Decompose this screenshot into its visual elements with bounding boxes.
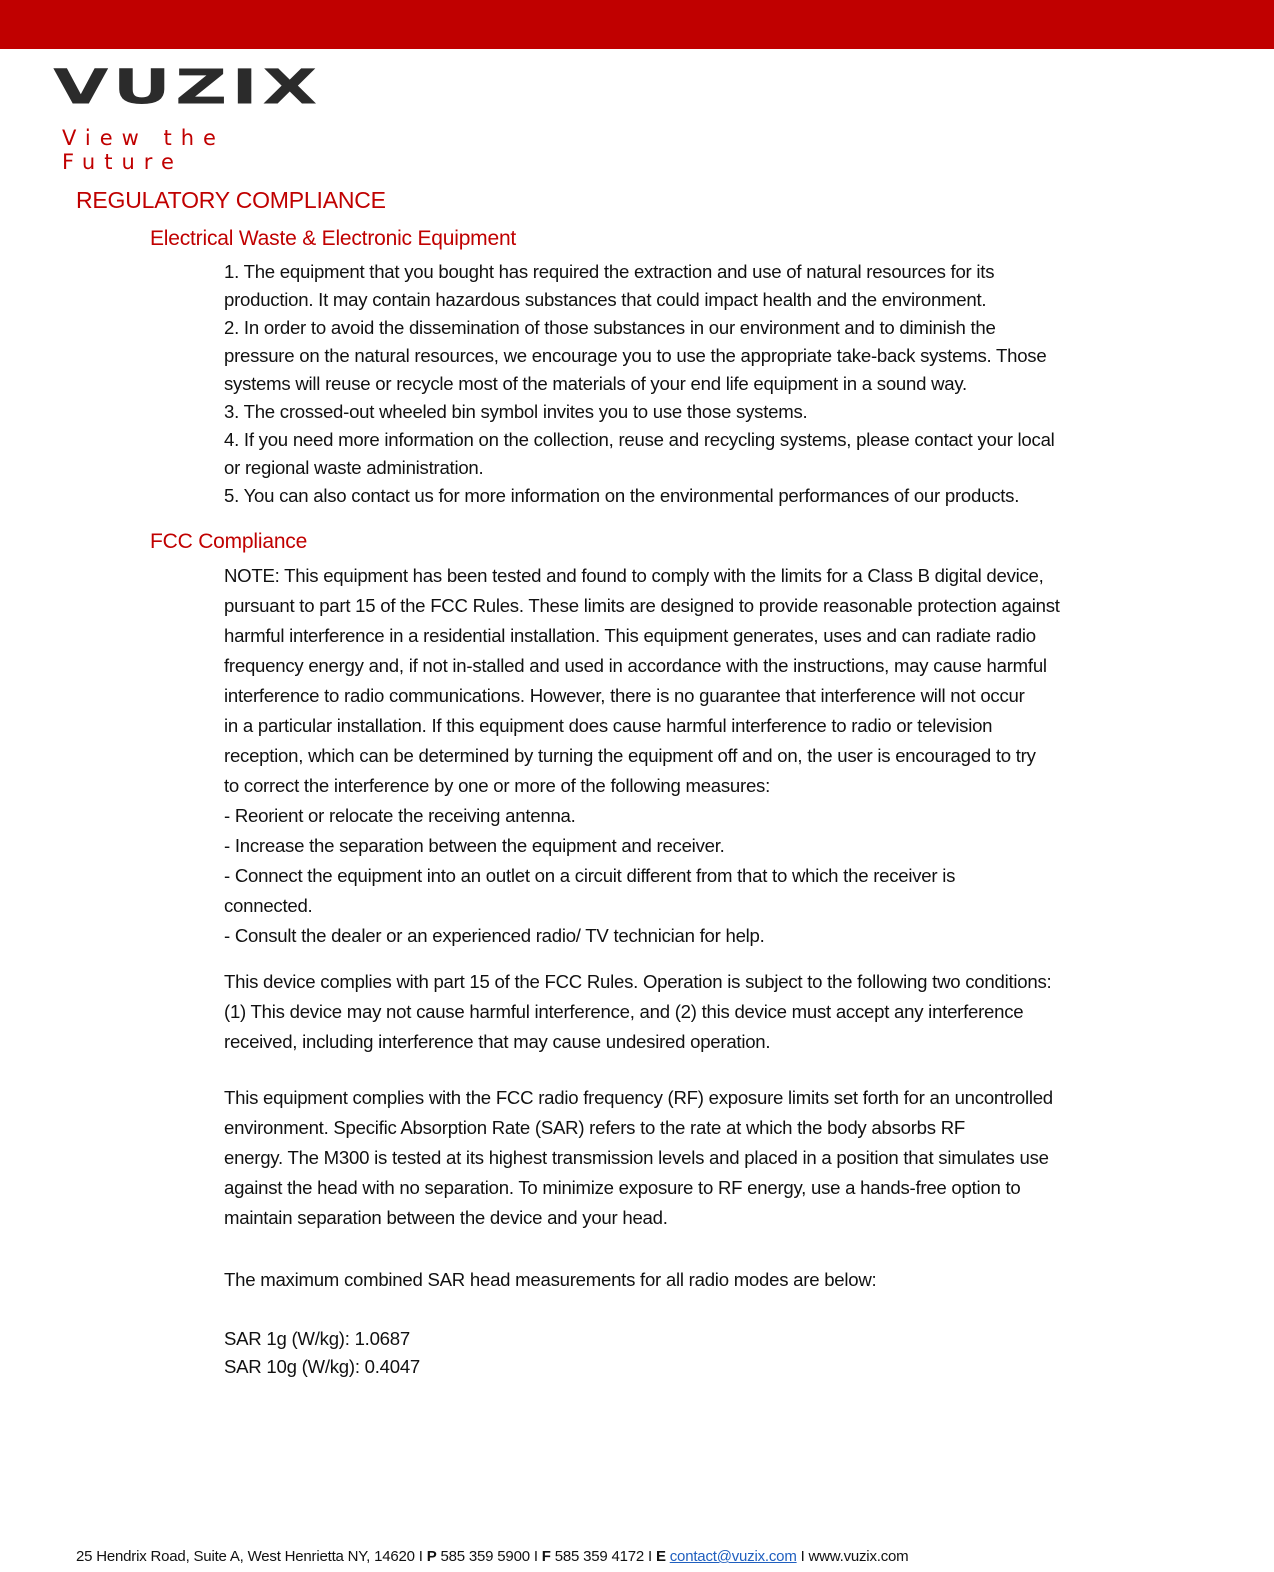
weee-line: 2. In order to avoid the dissemination of those substances in our environment and to diminish the — [224, 317, 996, 338]
sar-10g-value: SAR 10g (W/kg): 0.4047 — [224, 1356, 421, 1377]
fcc-measure-line: connected. — [224, 895, 313, 916]
footer-fax-label: F — [541, 1548, 551, 1565]
weee-line: pressure on the natural resources, we encourage you to use the appropriate take-back systems. Those — [224, 345, 1047, 366]
sar-1g-value: SAR 1g (W/kg): 1.0687 — [224, 1328, 410, 1349]
footer-email-label: E — [655, 1548, 666, 1565]
sar-values — [224, 1325, 1199, 1381]
rf-exposure-line: energy. The M300 is tested at its highest transmission levels and placed in a position that simulates use — [224, 1147, 1049, 1168]
weee-line: 5. You can also contact us for more information on the environmental performances of our products. — [224, 485, 1020, 506]
vuzix-logo — [53, 60, 333, 174]
fcc-note-line: to correct the interference by one or more of the following measures: — [224, 775, 771, 796]
footer-contact — [76, 1548, 908, 1565]
footer-phone-label: P — [426, 1548, 437, 1565]
weee-line: 4. If you need more information on the collection, reuse and recycling systems, please contact your local — [224, 429, 1055, 450]
fcc-conditions-line: (1) This device may not cause harmful interference, and (2) this device must accept any interference — [224, 1001, 1024, 1022]
fcc-note-line: pursuant to part 15 of the FCC Rules. These limits are designed to provide reasonable protection against — [224, 595, 1060, 616]
footer-address: 25 Hendrix Road, Suite A, West Henrietta NY, 14620 I — [76, 1548, 427, 1565]
rf-exposure-line: maintain separation between the device and your head. — [224, 1207, 668, 1228]
weee-heading: Electrical Waste & Electronic Equipment — [150, 227, 517, 250]
fcc-note-line: frequency energy and, if not in-stalled and used in accordance with the instructions, may cause harmful — [224, 655, 1047, 676]
sar-intro: The maximum combined SAR head measurements for all radio modes are below: — [224, 1269, 877, 1290]
rf-exposure-line: environment. Specific Absorption Rate (SAR) refers to the rate at which the body absorbs RF — [224, 1117, 965, 1138]
weee-line: 3. The crossed-out wheeled bin symbol invites you to use those systems. — [224, 401, 808, 422]
fcc-note-text — [224, 561, 1199, 951]
weee-line: 1. The equipment that you bought has required the extraction and use of natural resources for its — [224, 261, 995, 282]
rf-exposure-line: This equipment complies with the FCC radio frequency (RF) exposure limits set forth for an uncontrolled — [224, 1087, 1053, 1108]
top-brand-bar — [0, 0, 1274, 49]
fcc-measure-line: - Consult the dealer or an experienced radio/ TV technician for help. — [224, 925, 765, 946]
footer-phone: 585 359 5900 I — [436, 1548, 542, 1565]
fcc-measure-line: - Increase the separation between the equipment and receiver. — [224, 835, 725, 856]
weee-line: or regional waste administration. — [224, 457, 484, 478]
fcc-note-line: in a particular installation. If this equipment does cause harmful interference to radio or television — [224, 715, 993, 736]
footer-email-link[interactable]: contact@vuzix.com — [669, 1548, 797, 1565]
rf-exposure-text — [224, 1083, 1199, 1233]
fcc-note-line: harmful interference in a residential installation. This equipment generates, uses and can radiate radio — [224, 625, 1036, 646]
page-title: REGULATORY COMPLIANCE — [76, 187, 386, 213]
fcc-note-line: NOTE: This equipment has been tested and found to comply with the limits for a Class B digital device, — [224, 565, 1044, 586]
fcc-note-line: interference to radio communications. However, there is no guarantee that interference will not occur — [224, 685, 1025, 706]
weee-text — [224, 258, 1199, 510]
fcc-note-line: reception, which can be determined by turning the equipment off and on, the user is encouraged to try — [224, 745, 1036, 766]
footer-website: I www.vuzix.com — [796, 1548, 909, 1565]
logo-tagline: View the Future — [62, 126, 225, 174]
fcc-conditions-text — [224, 967, 1199, 1057]
weee-line: systems will reuse or recycle most of the materials of your end life equipment in a sound way. — [224, 373, 967, 394]
fcc-conditions-line: This device complies with part 15 of the FCC Rules. Operation is subject to the following two conditions: — [224, 971, 1052, 992]
fcc-conditions-line: received, including interference that may cause undesired operation. — [224, 1031, 771, 1052]
weee-line: production. It may contain hazardous substances that could impact health and the environment. — [224, 289, 987, 310]
fcc-heading: FCC Compliance — [150, 530, 308, 553]
footer-fax: 585 359 4172 I — [550, 1548, 656, 1565]
fcc-measure-line: - Connect the equipment into an outlet on a circuit different from that to which the receiver is — [224, 865, 956, 886]
logo-wordmark: VUZIX — [53, 60, 322, 116]
rf-exposure-line: against the head with no separation. To minimize exposure to RF energy, use a hands-free option to — [224, 1177, 1021, 1198]
fcc-measure-line: - Reorient or relocate the receiving antenna. — [224, 805, 576, 826]
